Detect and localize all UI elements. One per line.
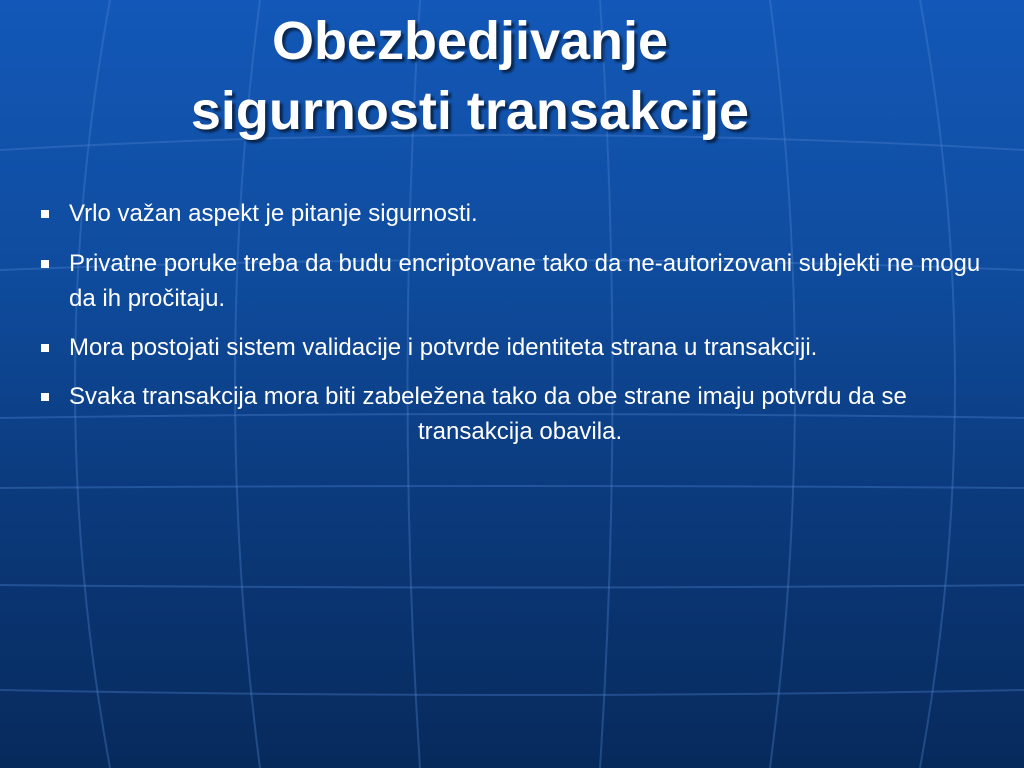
square-bullet-icon: [41, 344, 49, 352]
square-bullet-icon: [41, 210, 49, 218]
bullet-item: [40, 246, 1000, 316]
title-line-1: Obezbedjivanje: [271, 11, 669, 71]
bullet-text: Privatne poruke treba da budu encriptovane tako da ne-autorizovani subjekti ne mogu da ih pročitaju.: [69, 250, 981, 312]
bullet-text: Vrlo važan aspekt je pitanje sigurnosti.: [69, 200, 478, 227]
bullet-text: Mora postojati sistem validacije i potvrde identiteta strana u transakciji.: [69, 334, 818, 361]
square-bullet-icon: [41, 393, 49, 401]
latitude-line: [0, 486, 1024, 488]
bullet-item: [40, 330, 1000, 365]
title-line-2: sigurnosti transakcije: [190, 81, 750, 141]
slide-title: [60, 6, 880, 146]
bullet-text-part-1: Svaka transakcija mora biti zabeležena tako da obe strane imaju potvrdu da se: [69, 383, 907, 410]
square-bullet-icon: [41, 260, 49, 268]
bullet-item: [40, 196, 1000, 231]
bullet-item: [40, 379, 1000, 449]
latitude-line: [0, 690, 1024, 695]
latitude-line: [0, 585, 1024, 588]
bullet-text-part-2: transakcija obavila.: [418, 418, 623, 445]
bullet-list: [40, 196, 1000, 463]
